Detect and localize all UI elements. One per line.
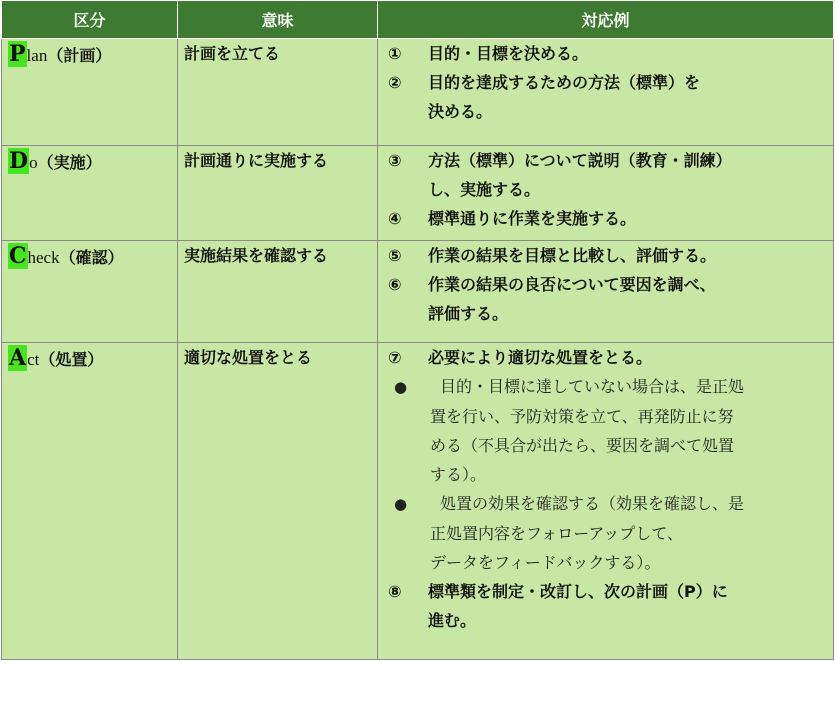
bullet-line <box>378 431 833 460</box>
table-row-do <box>2 146 834 241</box>
meaning-text: 適切な処置をとる <box>184 348 313 367</box>
header-examples: 対応例 <box>378 1 834 39</box>
meaning-cell <box>178 241 378 343</box>
header-classification: 区分 <box>2 1 178 39</box>
example-line <box>378 270 833 299</box>
header-meaning: 意味 <box>178 1 378 39</box>
example-text: 標準類を制定・改訂し、次の計画（P）に <box>428 582 728 601</box>
meaning-text: 計画を立てる <box>184 44 281 63</box>
example-line <box>378 97 833 126</box>
bullet-line <box>378 548 833 577</box>
initial-letter: A <box>9 345 27 371</box>
example-text: する）。 <box>430 465 487 484</box>
example-text: 目的・目標を決める。 <box>428 44 589 63</box>
example-text: 方法（標準）について説明（教育・訓練） <box>428 151 732 170</box>
example-text: 標準通りに作業を実施する。 <box>428 209 637 228</box>
bullet-line <box>378 372 833 402</box>
step-number: ⑦ <box>388 348 402 367</box>
meaning-cell <box>178 39 378 146</box>
step-number: ③ <box>388 151 402 170</box>
term-rest: o <box>29 153 38 172</box>
term-label: （確認） <box>59 248 124 267</box>
term-rest: heck <box>27 248 60 267</box>
term-label: （処置） <box>39 350 104 369</box>
examples-cell <box>378 241 834 343</box>
example-text: める（不具合が出たら、要因を調べて処置 <box>430 436 735 455</box>
initial-letter: P <box>9 41 26 67</box>
meaning-cell <box>178 146 378 241</box>
examples-cell <box>378 146 834 241</box>
example-line <box>378 606 833 635</box>
example-line <box>378 299 833 328</box>
example-text: 作業の結果を目標と比較し、評価する。 <box>428 246 717 265</box>
example-line <box>378 343 833 372</box>
example-line <box>378 577 833 606</box>
step-number: ⑤ <box>388 246 402 265</box>
example-line <box>378 241 833 270</box>
example-text: データをフィードバックする）。 <box>430 553 661 572</box>
examples-cell <box>378 39 834 146</box>
example-line <box>378 68 833 97</box>
initial-letter: D <box>9 148 29 174</box>
example-text: 置を行い、予防対策を立て、再発防止に努 <box>430 407 734 426</box>
pdca-table <box>1 1 834 660</box>
header-row <box>2 1 834 39</box>
example-line <box>378 146 833 175</box>
example-text: 目的・目標に達していない場合は、是正処 <box>440 377 745 396</box>
example-line <box>378 175 833 204</box>
example-text: 正処置内容をフォローアップして、 <box>430 524 683 543</box>
example-line <box>378 204 833 233</box>
step-number: ④ <box>388 209 402 228</box>
meaning-text: 実施結果を確認する <box>184 246 329 265</box>
bullet-line <box>378 519 833 548</box>
initial-letter: C <box>9 243 27 269</box>
example-text: 評価する。 <box>428 304 509 323</box>
term-label: （計画） <box>47 46 112 65</box>
term-label: （実施） <box>37 153 102 172</box>
meaning-text: 計画通りに実施する <box>184 151 329 170</box>
bullet-line <box>378 460 833 489</box>
example-text: 目的を達成するための方法（標準）を <box>428 73 701 92</box>
classification-cell <box>2 146 178 241</box>
step-number: ② <box>388 73 402 92</box>
table-row-act <box>2 343 834 660</box>
term-rest: ct <box>27 350 40 369</box>
table-row-check <box>2 241 834 343</box>
bullet-line <box>378 402 833 431</box>
classification-cell <box>2 343 178 660</box>
meaning-cell <box>178 343 378 660</box>
step-number: ⑧ <box>388 582 402 601</box>
example-line <box>378 39 833 68</box>
step-number: ① <box>388 44 402 63</box>
example-text: 決める。 <box>428 102 493 121</box>
bullet-dot: ● <box>394 495 408 513</box>
step-number: ⑥ <box>388 275 402 294</box>
bullet-line <box>378 489 833 519</box>
examples-cell <box>378 343 834 660</box>
example-text: 必要により適切な処置をとる。 <box>428 348 653 367</box>
example-text: 処置の効果を確認する（効果を確認し、是 <box>440 494 745 513</box>
table-row-plan <box>2 39 834 146</box>
example-text: 進む。 <box>428 611 477 630</box>
classification-cell <box>2 241 178 343</box>
bullet-dot: ● <box>394 378 408 396</box>
example-text: 作業の結果の良否について要因を調べ、 <box>428 275 716 294</box>
classification-cell <box>2 39 178 146</box>
term-rest: lan <box>26 46 48 65</box>
example-text: し、実施する。 <box>428 180 541 199</box>
